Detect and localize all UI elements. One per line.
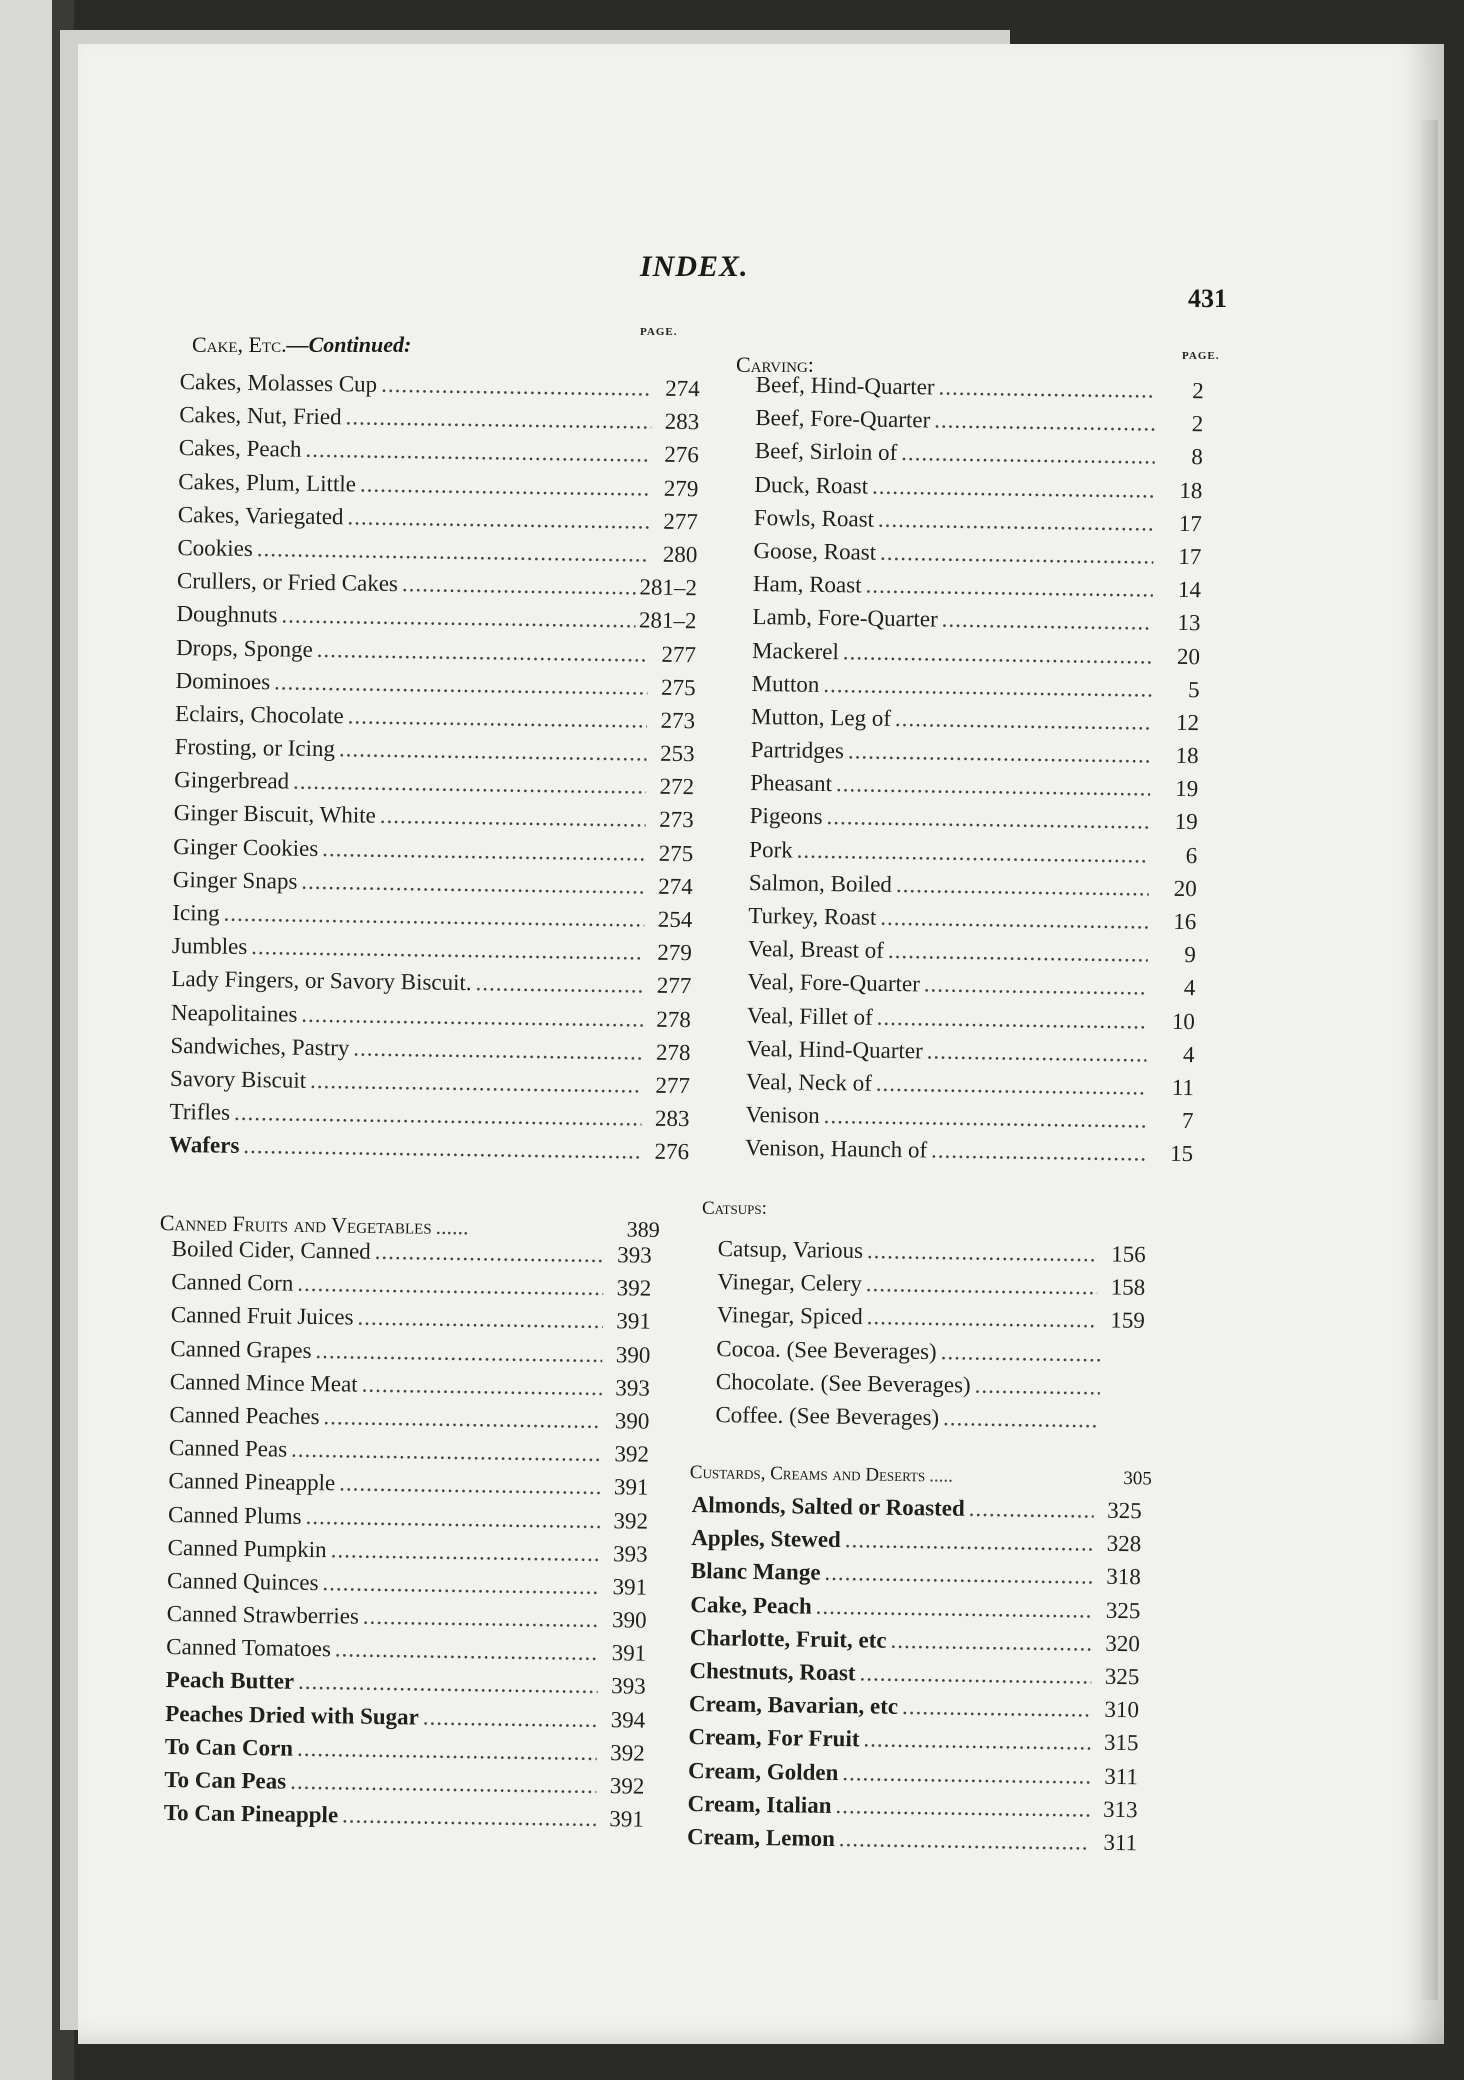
index-entry-page: 274 [658, 873, 693, 900]
index-entry-page [1099, 1403, 1143, 1437]
index-entry-label: Dominoes [175, 667, 271, 694]
leader-dots [347, 500, 650, 537]
leader-dots [859, 1656, 1091, 1692]
index-entry-page: 391 [609, 1806, 645, 1832]
index-entry-label: Blanc Mange [690, 1558, 821, 1586]
index-entry-label: Ginger Biscuit, White [173, 800, 376, 829]
leader-dots [901, 436, 1155, 473]
leader-dots [927, 1034, 1147, 1070]
index-entry-label: Cakes, Peach [178, 435, 302, 463]
index-entry-label: To Can Pineapple [163, 1800, 339, 1828]
index-entry-label: Canned Peaches [169, 1401, 320, 1430]
index-entry-label: Almonds, Salted or Roasted [691, 1491, 965, 1521]
index-entry-label: Canned Mince Meat [169, 1368, 358, 1397]
leader-dots [347, 699, 647, 736]
leader-dots [381, 368, 652, 405]
index-entry-label: Doughnuts [176, 601, 278, 628]
index-entry-label: Cream, Golden [687, 1757, 839, 1785]
leader-dots [938, 371, 1156, 407]
index-entry-page: 393 [615, 1374, 651, 1401]
index-entry-page: 283 [664, 408, 700, 435]
leader-dots [360, 467, 651, 504]
leader-dots [924, 968, 1148, 1004]
index-entry-page: 17 [1178, 510, 1203, 536]
leader-dots: ...... [435, 1213, 469, 1240]
leader-dots [823, 1099, 1145, 1137]
index-entry-page: 5 [1187, 676, 1200, 702]
index-entry-label: Cakes, Plum, Little [178, 468, 357, 497]
index-entry-label: Peach Butter [165, 1667, 295, 1695]
index-entry-label: Canned Fruit Juices [170, 1302, 354, 1330]
index-entry [164, 1796, 644, 1836]
index-entry-label: Canned Corn [171, 1269, 294, 1296]
index-entry-page: 277 [656, 973, 692, 999]
index-entry-label: Cocoa. (See Beverages) [716, 1335, 937, 1364]
index-entry-page: 392 [616, 1275, 652, 1301]
leader-dots [877, 1000, 1148, 1037]
index-entry-page: 279 [663, 475, 699, 501]
index-entry-label: Vinegar, Spiced [716, 1302, 863, 1330]
section-heading-custards-title: Custards, Creams and Deserts [689, 1462, 926, 1487]
index-entry-label: Canned Pineapple [168, 1468, 336, 1496]
custards-entries [687, 1488, 1142, 1859]
index-entry-label: Canned Grapes [170, 1335, 312, 1363]
index-entry [715, 1398, 1143, 1437]
index-entry-label: Venison [745, 1102, 820, 1129]
index-entry-label: Vinegar, Celery [717, 1269, 863, 1297]
index-entry-page: 310 [1104, 1696, 1140, 1723]
index-entry-label: Cookies [177, 534, 254, 561]
leader-dots [342, 1799, 596, 1836]
leader-dots [274, 665, 648, 703]
index-entry-label: Goose, Roast [753, 537, 877, 565]
leader-dots [842, 1756, 1090, 1793]
index-entry-page: 9 [1184, 942, 1197, 968]
left-column-page-label: PAGE. [640, 326, 678, 338]
index-entry-page: 13 [1177, 610, 1201, 636]
section-heading-catsups-title: Catsups: [702, 1198, 767, 1219]
index-entry-label: Cake, Peach [690, 1591, 812, 1619]
leader-dots [317, 632, 649, 670]
index-entry-label: Cakes, Nut, Fried [179, 402, 342, 430]
index-entry-label: Wafers [168, 1132, 240, 1159]
leader-dots [863, 1723, 1090, 1759]
leader-dots [357, 1301, 603, 1338]
index-entry-label: Frosting, or Icing [174, 734, 336, 762]
index-entry-page: 275 [660, 674, 696, 700]
index-entry-page: 12 [1175, 709, 1200, 736]
leader-dots [823, 668, 1152, 706]
index-entry-label: Peaches Dried with Sugar [165, 1700, 420, 1730]
index-entry-page: 17 [1178, 543, 1202, 570]
leader-dots [345, 401, 651, 438]
index-entry-page: 325 [1104, 1663, 1140, 1690]
leader-dots [866, 1300, 1097, 1336]
index-entry-label: Cream, Lemon [686, 1823, 836, 1851]
index-entry-page: 311 [1103, 1829, 1138, 1856]
index-entry-label: Sandwiches, Pastry [170, 1032, 350, 1061]
index-entry-label: Cakes, Molasses Cup [179, 368, 378, 397]
index-entry-page: 18 [1179, 477, 1203, 503]
index-entry-page: 273 [659, 807, 694, 833]
leader-dots [974, 1368, 1100, 1403]
index-entry-page: 313 [1102, 1796, 1138, 1822]
index-entry-label: Mutton, Leg of [750, 703, 892, 731]
index-entry-page: 281–2 [639, 574, 698, 601]
index-entry-page: 277 [663, 508, 699, 534]
index-entry-label: Turkey, Roast [748, 902, 877, 930]
canned-entries [164, 1232, 652, 1836]
index-entry-label: Apples, Stewed [691, 1525, 841, 1553]
index-entry-page: 4 [1183, 975, 1196, 1001]
leader-dots [902, 1690, 1091, 1726]
index-entry-page: 394 [610, 1706, 646, 1733]
leader-dots [845, 1523, 1094, 1560]
index-entry-label: Veal, Hind-Quarter [746, 1035, 923, 1064]
leader-dots [824, 1556, 1093, 1593]
index-entry-page: 392 [613, 1507, 649, 1534]
leader-dots [931, 1134, 1145, 1170]
leader-dots [301, 997, 643, 1035]
leader-dots [330, 1533, 599, 1570]
leader-dots: ..... [929, 1465, 954, 1487]
leader-dots [888, 934, 1148, 971]
index-entry-page: 277 [655, 1072, 691, 1099]
index-entry-page: 315 [1103, 1730, 1139, 1756]
cake-entries [169, 365, 700, 1169]
index-entry-page: 278 [655, 1039, 691, 1065]
index-entry-page: 392 [614, 1441, 650, 1467]
page-title: INDEX. [640, 250, 749, 283]
section-heading-carving-title: Carving: [736, 352, 814, 377]
index-entry-page: 390 [615, 1341, 651, 1368]
index-entry-page: 15 [1169, 1141, 1194, 1167]
index-entry-page: 280 [662, 541, 698, 568]
leader-dots [940, 1335, 1100, 1370]
index-entry-label: Veal, Fore-Quarter [747, 969, 921, 997]
leader-dots [867, 1234, 1098, 1270]
leader-dots [890, 1624, 1092, 1660]
index-entry-page: 11 [1171, 1074, 1195, 1101]
index-entry-page: 393 [611, 1673, 646, 1700]
section-heading-catsups [702, 1198, 767, 1220]
index-entry-page: 320 [1105, 1630, 1141, 1657]
index-entry-page: 393 [617, 1242, 652, 1268]
leader-dots [872, 469, 1155, 506]
index-entry-label: Venison, Haunch of [744, 1135, 928, 1163]
index-entry-label: Ginger Snaps [172, 866, 298, 894]
index-entry-page: 10 [1171, 1008, 1196, 1034]
leader-dots [836, 767, 1151, 805]
index-entry-page: 2 [1191, 411, 1204, 437]
index-entry-label: Pigeons [749, 803, 823, 830]
leader-dots [380, 799, 646, 836]
leader-dots [796, 833, 1149, 871]
index-entry-page: 16 [1173, 908, 1197, 935]
leader-dots [941, 603, 1152, 639]
index-entry-label: Beef, Hind-Quarter [755, 371, 935, 400]
index-entry-label: Veal, Fillet of [746, 1002, 873, 1030]
index-entry-page: 392 [610, 1739, 645, 1766]
index-entry-label: Gingerbread [174, 767, 290, 794]
leader-dots [361, 1367, 602, 1404]
leader-dots [835, 1789, 1089, 1826]
leader-dots [339, 732, 647, 769]
index-entry-page: 277 [661, 641, 697, 667]
leader-dots [322, 1566, 599, 1603]
leader-dots [290, 1765, 597, 1802]
leader-dots [257, 532, 650, 571]
leader-dots [839, 1822, 1090, 1859]
leader-dots [895, 702, 1152, 739]
index-entry-page: 156 [1111, 1241, 1146, 1267]
index-entry-page: 391 [616, 1308, 651, 1335]
index-entry-page: 4 [1182, 1041, 1195, 1067]
index-entry-page: 318 [1106, 1564, 1141, 1590]
index-entry-label: Drops, Sponge [175, 634, 313, 662]
index-entry-page: 20 [1176, 643, 1201, 669]
index-entry-label: Mackerel [751, 637, 840, 664]
index-entry-label: Lamb, Fore-Quarter [752, 604, 938, 632]
index-entry-label: Chocolate. (See Beverages) [715, 1368, 971, 1398]
leader-dots [301, 865, 645, 903]
leader-dots [305, 433, 651, 471]
leader-dots [848, 734, 1151, 771]
leader-dots [880, 536, 1154, 573]
index-entry-page: 276 [654, 1139, 690, 1165]
index-entry-page: 14 [1177, 577, 1202, 603]
index-entry-label: Chestnuts, Roast [689, 1657, 856, 1686]
index-entry-page: 328 [1106, 1530, 1142, 1557]
index-entry-label: Eclairs, Chocolate [174, 700, 344, 729]
index-entry-page: 311 [1104, 1763, 1139, 1789]
index-entry-page: 325 [1105, 1597, 1141, 1623]
leader-dots [291, 1433, 601, 1471]
index-entry-label: Canned Tomatoes [166, 1634, 332, 1662]
index-entry-label: Partridges [750, 737, 845, 764]
index-entry-label: Catsup, Various [717, 1235, 864, 1264]
leader-dots [880, 901, 1148, 938]
index-entry [745, 1131, 1193, 1170]
index-entry-page: 158 [1110, 1274, 1146, 1301]
index-entry-page: 390 [614, 1408, 650, 1434]
index-entry-page: 159 [1110, 1307, 1145, 1334]
index-entry-page: 278 [656, 1006, 692, 1032]
leader-dots [934, 404, 1155, 440]
index-entry-page: 8 [1191, 444, 1203, 470]
index-entry-label: Cakes, Variegated [177, 501, 344, 530]
index-entry [687, 1820, 1137, 1859]
index-entry-label: Pheasant [750, 770, 833, 797]
leader-dots [816, 1589, 1093, 1626]
index-entry-label: Veal, Breast of [747, 936, 885, 964]
section-heading-custards-page: 305 [1123, 1468, 1152, 1490]
leader-dots [315, 1334, 602, 1371]
leader-dots [843, 635, 1153, 673]
index-entry-label: Cream, Italian [687, 1790, 832, 1818]
index-entry-label: Jumbles [171, 933, 248, 960]
leader-dots [865, 569, 1153, 606]
index-entry-label: Beef, Fore-Quarter [755, 405, 931, 433]
leader-dots [878, 502, 1154, 539]
index-entry-label: Lady Fingers, or Savory Biscuit. [171, 966, 472, 996]
index-entry-page: 2 [1192, 378, 1204, 404]
index-entry-page: 6 [1185, 842, 1198, 868]
index-entry-page: 275 [658, 840, 694, 866]
index-entry-label: Coffee. (See Beverages) [715, 1401, 940, 1431]
index-entry-page: 391 [612, 1574, 648, 1600]
leader-dots [243, 1129, 641, 1168]
section-heading-cake [192, 332, 411, 358]
index-entry-page: 253 [659, 740, 695, 767]
leader-dots [339, 1467, 601, 1504]
index-entry-label: Charlotte, Fruit, etc [689, 1624, 887, 1653]
index-entry-page: 392 [609, 1773, 645, 1799]
index-entry-label: Trifles [169, 1099, 231, 1125]
leader-dots [353, 1031, 643, 1068]
carving-entries [745, 368, 1204, 1171]
leader-dots [363, 1600, 599, 1636]
leader-dots [310, 1064, 642, 1102]
index-entry-label: Duck, Roast [754, 471, 869, 499]
leader-dots [943, 1401, 1100, 1436]
leader-dots [293, 765, 646, 803]
index-entry-label: Canned Strawberries [166, 1601, 360, 1629]
index-entry-page [1100, 1337, 1144, 1371]
leader-dots [402, 567, 636, 603]
index-entry-label: Cream, For Fruit [688, 1724, 860, 1752]
leader-dots [423, 1700, 598, 1736]
section-heading-canned-page: 389 [626, 1216, 660, 1242]
index-entry-label: Ham, Roast [752, 571, 862, 598]
index-entry-label: Canned Pumpkin [167, 1534, 327, 1562]
adjacent-page-edge [0, 0, 52, 2080]
index-entry-label: Canned Peas [168, 1435, 288, 1462]
page-number: 431 [1188, 284, 1227, 313]
leader-dots [297, 1267, 603, 1304]
leader-dots [305, 1499, 600, 1536]
leader-dots [896, 868, 1149, 905]
index-entry-page: 7 [1181, 1108, 1194, 1134]
index-entry-label: To Can Peas [164, 1766, 287, 1794]
index-entry-page: 272 [659, 773, 695, 800]
index-entry-page: 19 [1174, 776, 1199, 802]
leader-dots [335, 1633, 599, 1670]
index-entry-label: Neapolitaines [170, 999, 298, 1027]
index-entry-label: Fowls, Roast [753, 504, 875, 532]
index-entry-page: 390 [611, 1607, 647, 1633]
index-entry-page: 273 [660, 707, 696, 734]
section-heading-canned-title: Canned Fruits and Vegetables [159, 1210, 432, 1239]
index-entry-label: Canned Plums [167, 1501, 302, 1529]
catsups-entries [715, 1232, 1146, 1437]
index-entry-label: Boiled Cider, Canned [171, 1235, 371, 1264]
section-heading-cake-title: Cake, Etc. [192, 332, 287, 357]
index-entry-page: 391 [613, 1474, 649, 1500]
leader-dots [826, 800, 1150, 838]
index-entry-label: To Can Corn [164, 1733, 294, 1761]
leader-dots [251, 930, 644, 969]
index-entry-page: 283 [654, 1105, 690, 1132]
index-entry-label: Mutton [751, 670, 820, 697]
right-column-page-label: PAGE. [1182, 350, 1220, 362]
index-entry-page: 276 [664, 442, 699, 468]
leader-dots [375, 1235, 604, 1271]
index-entry-label: Icing [172, 899, 220, 926]
index-entry-label: Crullers, or Fried Cakes [176, 568, 399, 597]
leader-dots [322, 832, 645, 870]
index-entry-label: Cream, Bavarian, etc [688, 1691, 899, 1720]
page-edge-shadow [1418, 120, 1438, 2000]
leader-dots [866, 1267, 1098, 1303]
index-entry-page: 20 [1173, 875, 1197, 902]
index-entry-label: Veal, Neck of [745, 1068, 873, 1096]
leader-dots [281, 599, 635, 637]
index-entry-label: Ginger Cookies [173, 833, 319, 861]
leader-dots [876, 1067, 1147, 1104]
index-entry-page [1100, 1370, 1144, 1404]
leader-dots [234, 1096, 642, 1135]
leader-dots [323, 1400, 601, 1437]
leader-dots [298, 1665, 598, 1702]
index-entry-page: 281–2 [638, 607, 697, 634]
index-entry-page: 254 [657, 906, 693, 933]
index-entry-label: Pork [749, 836, 793, 863]
index-entry-label: Beef, Sirloin of [754, 438, 898, 466]
index-entry-page: 279 [657, 939, 693, 966]
leader-dots [969, 1492, 1094, 1527]
index-entry-page: 18 [1175, 742, 1199, 769]
index-entry-page: 274 [665, 375, 700, 402]
index-entry-page: 325 [1107, 1497, 1142, 1524]
index-entry-page: 393 [612, 1540, 648, 1567]
leader-dots [475, 967, 643, 1003]
leader-dots [297, 1732, 597, 1769]
section-heading-cake-continued: —Continued: [286, 332, 412, 357]
index-entry-label: Salmon, Boiled [748, 869, 893, 897]
index-entry-label: Canned Quinces [166, 1567, 319, 1595]
index-entry-label: Savory Biscuit [169, 1065, 307, 1093]
index-entry-page: 391 [611, 1640, 647, 1666]
index-entry-page: 19 [1174, 809, 1198, 835]
